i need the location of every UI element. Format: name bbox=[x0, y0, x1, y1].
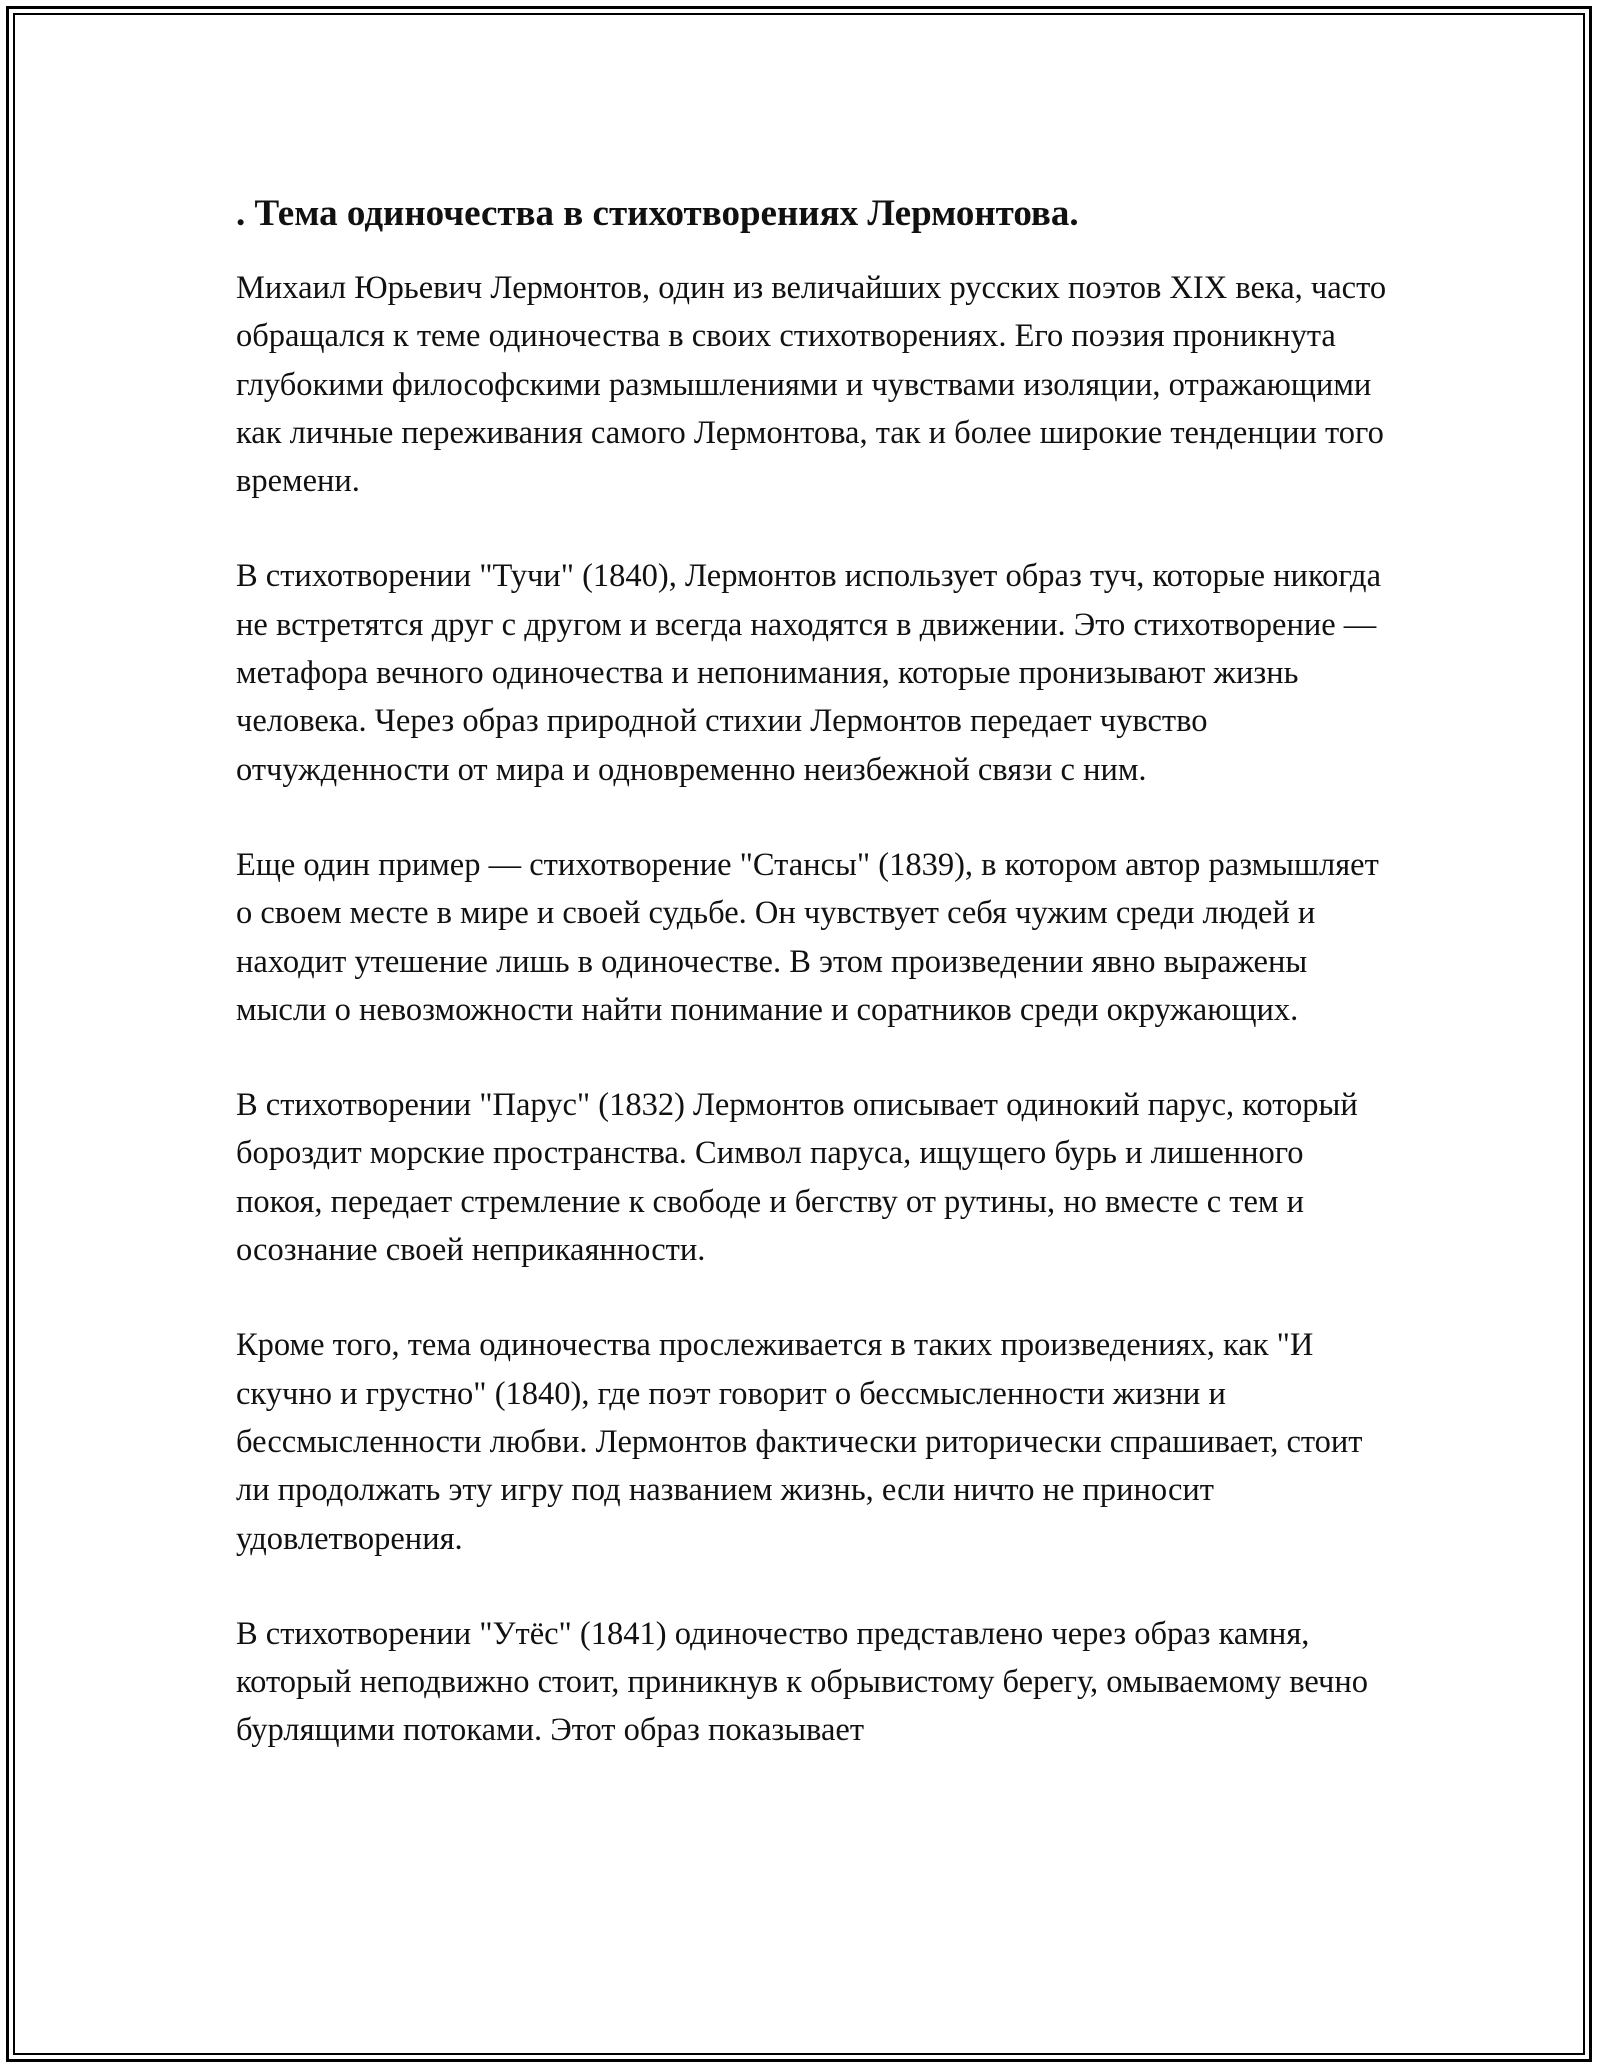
paragraph-intro: Михаил Юрьевич Лермонтов, один из величайших русских поэтов XIX века, часто обращался к теме одиночества в своих стихотворениях. Его поэзия проникнута глубокими философскими размышлениями и чувствами изоляции, отражающими как личные переживания самого Лермонтова, так и более широкие тенденции того времени. bbox=[236, 270, 1387, 500]
document-title: . Тема одиночества в стихотворениях Лермонтова. bbox=[236, 193, 1079, 234]
paragraph-skuchno: Кроме того, тема одиночества прослеживается в таких произведениях, как "И скучно и грустно" (1840), где поэт говорит о бессмысленности жизни и бессмысленности любви. Лермонтов фактически риторически спрашивает, стоит ли продолжать эту игру под названием жизнь, если ничто не приносит удовлетворения. bbox=[236, 1327, 1363, 1557]
paragraph-parus: В стихотворении "Парус" (1832) Лермонтов описывает одинокий парус, который бороздит морские пространства. Символ паруса, ищущего бурь и лишенного покоя, передает стремление к свободе и бегству от рутины, но вместе с тем и осознание своей неприкаянности. bbox=[236, 1087, 1358, 1269]
paragraph-utes: В стихотворении "Утёс" (1841) одиночество представлено через образ камня, который неподвижно стоит, приникнув к обрывистому берегу, омываемому вечно бурлящими потоками. Этот образ показывает bbox=[236, 1615, 1368, 1749]
document-page bbox=[236, 188, 1396, 1802]
paragraph-stansy: Еще один пример — стихотворение "Стансы" (1839), в котором автор размышляет о своем месте в мире и своей судьбе. Он чувствует себя чужим среди людей и находит утешение лишь в одиночестве. В этом произведении явно выражены мысли о невозможности найти понимание и соратников среди окружающих. bbox=[236, 846, 1379, 1028]
paragraph-tuchi: В стихотворении "Тучи" (1840), Лермонтов использует образ туч, которые никогда не встретятся друг с другом и всегда находятся в движении. Это стихотворение — метафора вечного одиночества и непонимания, которые пронизывают жизнь человека. Через образ природной стихии Лермонтов передает чувство отчужденности от мира и одновременно неизбежной связи с ним. bbox=[236, 558, 1382, 788]
